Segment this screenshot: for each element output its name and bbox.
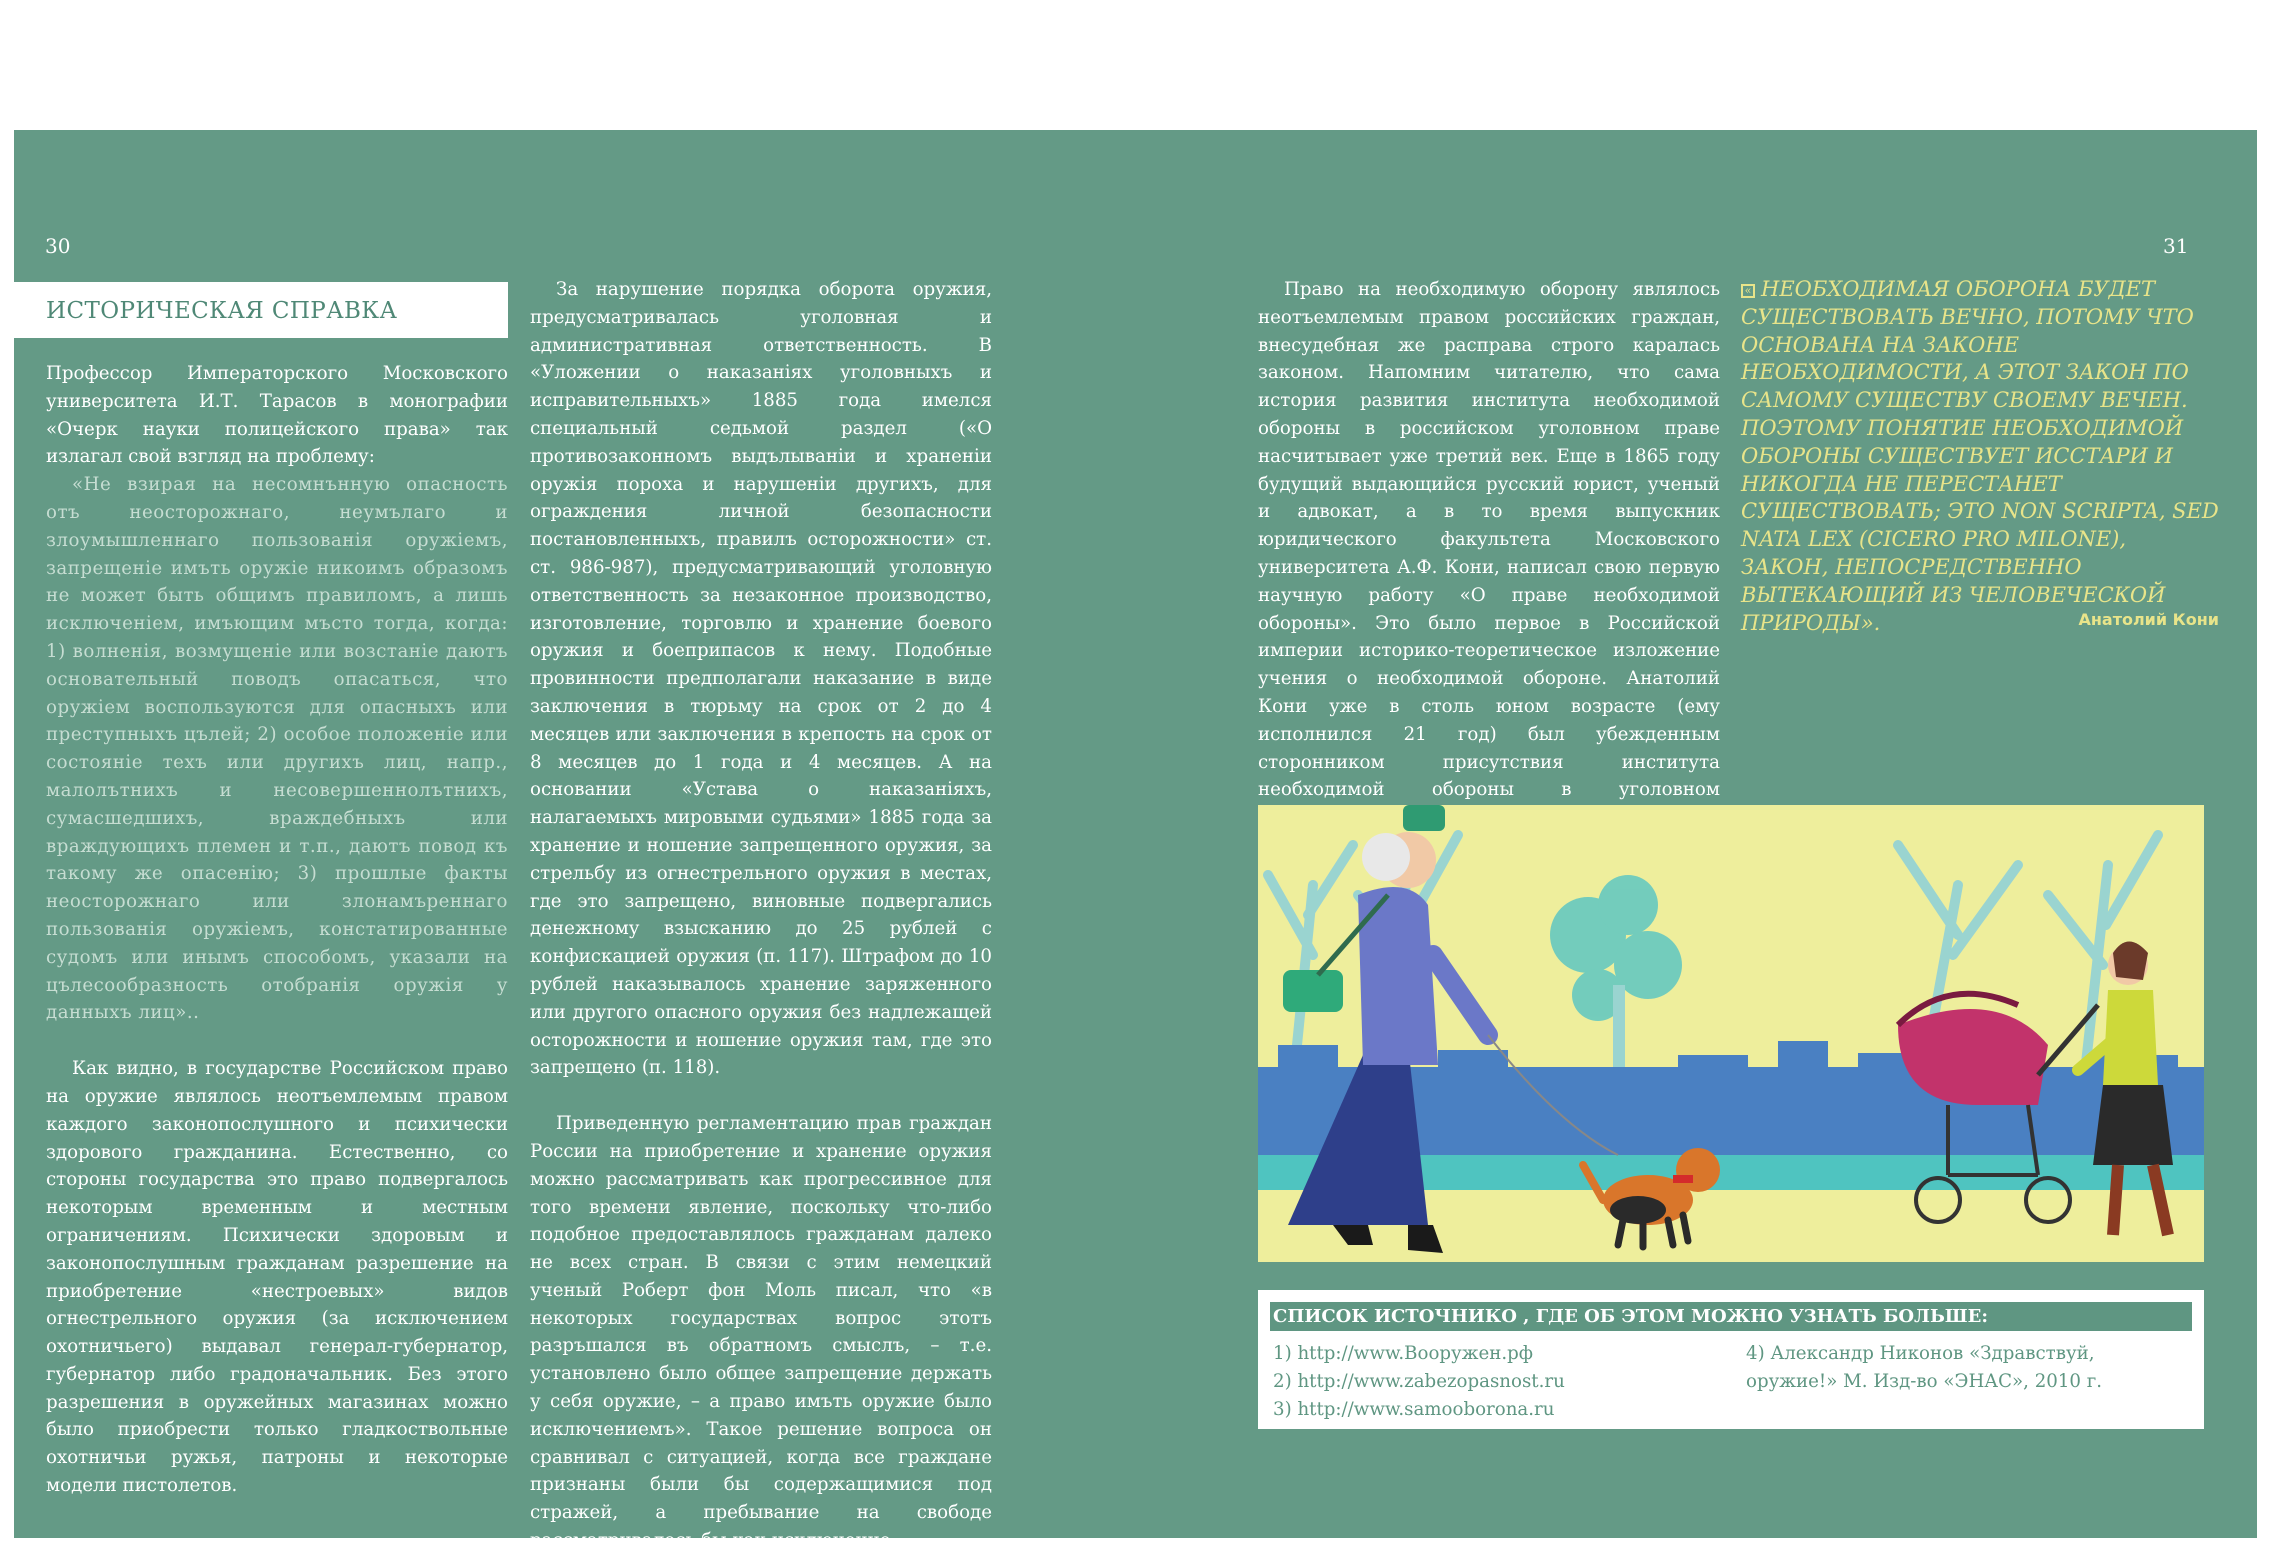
page-number-right: 31 (2163, 234, 2189, 258)
source-book: 4) Александр Никонов «Здравствуй, оружие!» М. Изд-во «ЭНАС», 2010 г. (1746, 1343, 2103, 1392)
section-heading: ИСТОРИЧЕСКАЯ СПРАВКА (46, 298, 398, 324)
column-3 (1258, 276, 1720, 832)
section-heading-box (14, 282, 508, 338)
quote-mark-icon: « (1741, 284, 1755, 298)
column-1 (46, 360, 508, 1500)
col3-paragraph-1: Право на необходимую оборону являлось неотъемлемым правом российских граждан, внесудебная же расправа строго каралась законом. Напомним читателю, что сама история развития института необходимой обороны в российском уголовном праве насчитывает уже третий век. Еще в 1865 году будущий выдающийся русский юрист, ученый и адвокат, а в то время выпускник юридического факультета Московского университета А.Ф. Кони, написал свою первую научную работу «О праве необходимой обороны». Это было первое в Российской империи историко-теоретическое изложение учения о необходимой обороне. Анатолий Кони уже в столь юном возрасте (ему исполнился 21 год) был убежденным сторонником присутствия института необходимой обороны в уголовном (1258, 279, 1720, 801)
park-scene-illustration (1258, 805, 2204, 1262)
page-number-left: 30 (45, 234, 71, 258)
source-link-3[interactable]: 3) http://www.samooborona.ru (1273, 1398, 1555, 1420)
col1-intro: Профессор Императорского Московского университета И.Т. Тарасов в монографии «Очерк науки полицейского права» так излагал свой взгляд на проблему: (46, 363, 508, 468)
col2-paragraph-2: Приведенную регламентацию прав граждан России на приобретение и хранение оружия можно рассматривать как прогрессивное для того времени явление, поскольку что-либо подобное предоставлялось гражданам далеко не всех стран. В связи с этим немецкий ученый Роберт фон Моль писал, что «в некоторых государствах вопрос этотъ разръшался въ обратномъ смыслъ, – т.е. установлено было общее запрещение держать у себя оружие, – а право имъть оружие было исключениемъ». Такое решение вопроса он сравнивал с ситуацией, когда все граждане признаны были бы содержащимися под стражей, а пребывание на свободе рассматривалось бы как исключение. (530, 1113, 992, 1552)
source-link-2[interactable]: 2) http://www.zabezopasnost.ru (1273, 1370, 1565, 1392)
source-link-1[interactable]: 1) http://www.Вооружен.рф (1273, 1343, 1534, 1364)
pull-quote (1741, 276, 2219, 637)
sources-links (1273, 1340, 1565, 1423)
sources-box (1258, 1290, 2204, 1429)
pull-quote-text: НЕОБХОДИМАЯ ОБОРОНА БУДЕТ СУЩЕСТВОВАТЬ ВЕЧНО, ПОТОМУ ЧТО ОСНОВАНА НА ЗАКОНЕ НЕОБХОДИМОСТИ, А ЭТОТ ЗАКОН ПО САМОМУ СУЩЕСТВУ СВОЕМУ ВЕЧЕН. ПОЭТОМУ ПОНЯТИЕ НЕОБХОДИМОЙ ОБОРОНЫ СУЩЕСТВУЕТ ИССТАРИ И НИКОГДА НЕ ПЕРЕСТАНЕТ СУЩЕСТВОВАТЬ; ЭТО NON SCRIPTA, SED NATA LEX (CICERO PRO MILONE), ЗАКОН, НЕПОСРЕДСТВЕННО ВЫТЕКАЮЩИЙ ИЗ ЧЕЛОВЕЧЕСКОЙ ПРИРОДЫ». (1741, 277, 2219, 635)
pull-quote-author: Анатолий Кони (2078, 610, 2219, 629)
col2-paragraph-1: За нарушение порядка оборота оружия, предусматривалась уголовная и административная ответственность. В «Уложении о наказаніях уголовныхъ и исправительныхъ» 1885 года имелся специальный седьмой раздел («О противозаконномъ выдълываніи и храненіи оружія пороха и нарушеніи другихъ, для ограждения личной безопасности постановленныхъ, правилъ осторожности» ст. ст. 986-987), предусматривающий уголовную ответственность за незаконное производство, изготовление, торговлю и хранение боевого оружия и боеприпасов к нему. Подобные провинности предполагали наказание в виде заключения в тюрьму на срок от 2 до 4 месяцев или заключения в крепость на срок от 8 месяцев до 1 года и 4 месяцев. А на основании «Устава о наказаніяхъ, налагаемыхъ мировыми судьями» 1885 года за хранение и ношение запрещенного оружия, за стрельбу из огнестрельного оружия в местах, где это запрещено, виновные подвергались денежному взысканию до 25 рублей с конфискацией оружия (п. 117). Штрафом до 10 рублей наказывалось хранение заряженного или другого опасного оружия без надлежащей осторожности и ношение оружия там, где это запрещено (п. 118). (530, 279, 992, 1079)
col1-historical-quote: «Не взирая на несомнънную опасность отъ неосторожнаго, неумълаго и злоумышленнаго пользованія оружіемъ, запрещеніе имъть оружіе никоимъ образомъ не может быть общимъ правиломъ, а лишь исключеніем, имъющим мъсто тогда, когда: 1) волненія, возмущеніе или возстаніе даютъ основательный поводъ опасаться, что оружіем воспользуются для опасныхъ или преступныхъ цълей; 2) особое положеніе или состояніе техъ или другихъ лиц, напр., малолътнихъ и несовершеннолътнихъ, сумасшедшихъ, враждебныхъ или враждующихъ племен и т.п., даютъ повод къ такому же опасенію; 3) прошлые факты неосторожнаго или злонамъреннаго пользованія оружіемъ, констатированные судомъ или инымъ способомъ, указали на цълесообразность отобранія оружія у данныхъ лиц».. (46, 474, 508, 1024)
column-2 (530, 276, 992, 1555)
sources-title: СПИСОК ИСТОЧНИКО , ГДЕ ОБ ЭТОМ МОЖНО УЗНАТЬ БОЛЬШЕ: (1270, 1302, 2192, 1331)
magazine-spread (14, 130, 2257, 1552)
col1-paragraph-2: Как видно, в государстве Российском право на оружие являлось неотъемлемым правом каждого законопослушного и психически здорового гражданина. Естественно, со стороны государства это право подвергалось некоторым временным и местным ограничениям. Психически здоровым и законопослушным гражданам разрешение на приобретение «нестроевых» видов огнестрельного оружия (за исключением охотничьего) выдавал генерал-губернатор, губернатор либо градоначальник. Без этого разрешения в оружейных магазинах можно было приобрести только гладкоствольные охотничьи ружья, патроны и некоторые модели пистолетов. (46, 1058, 508, 1497)
